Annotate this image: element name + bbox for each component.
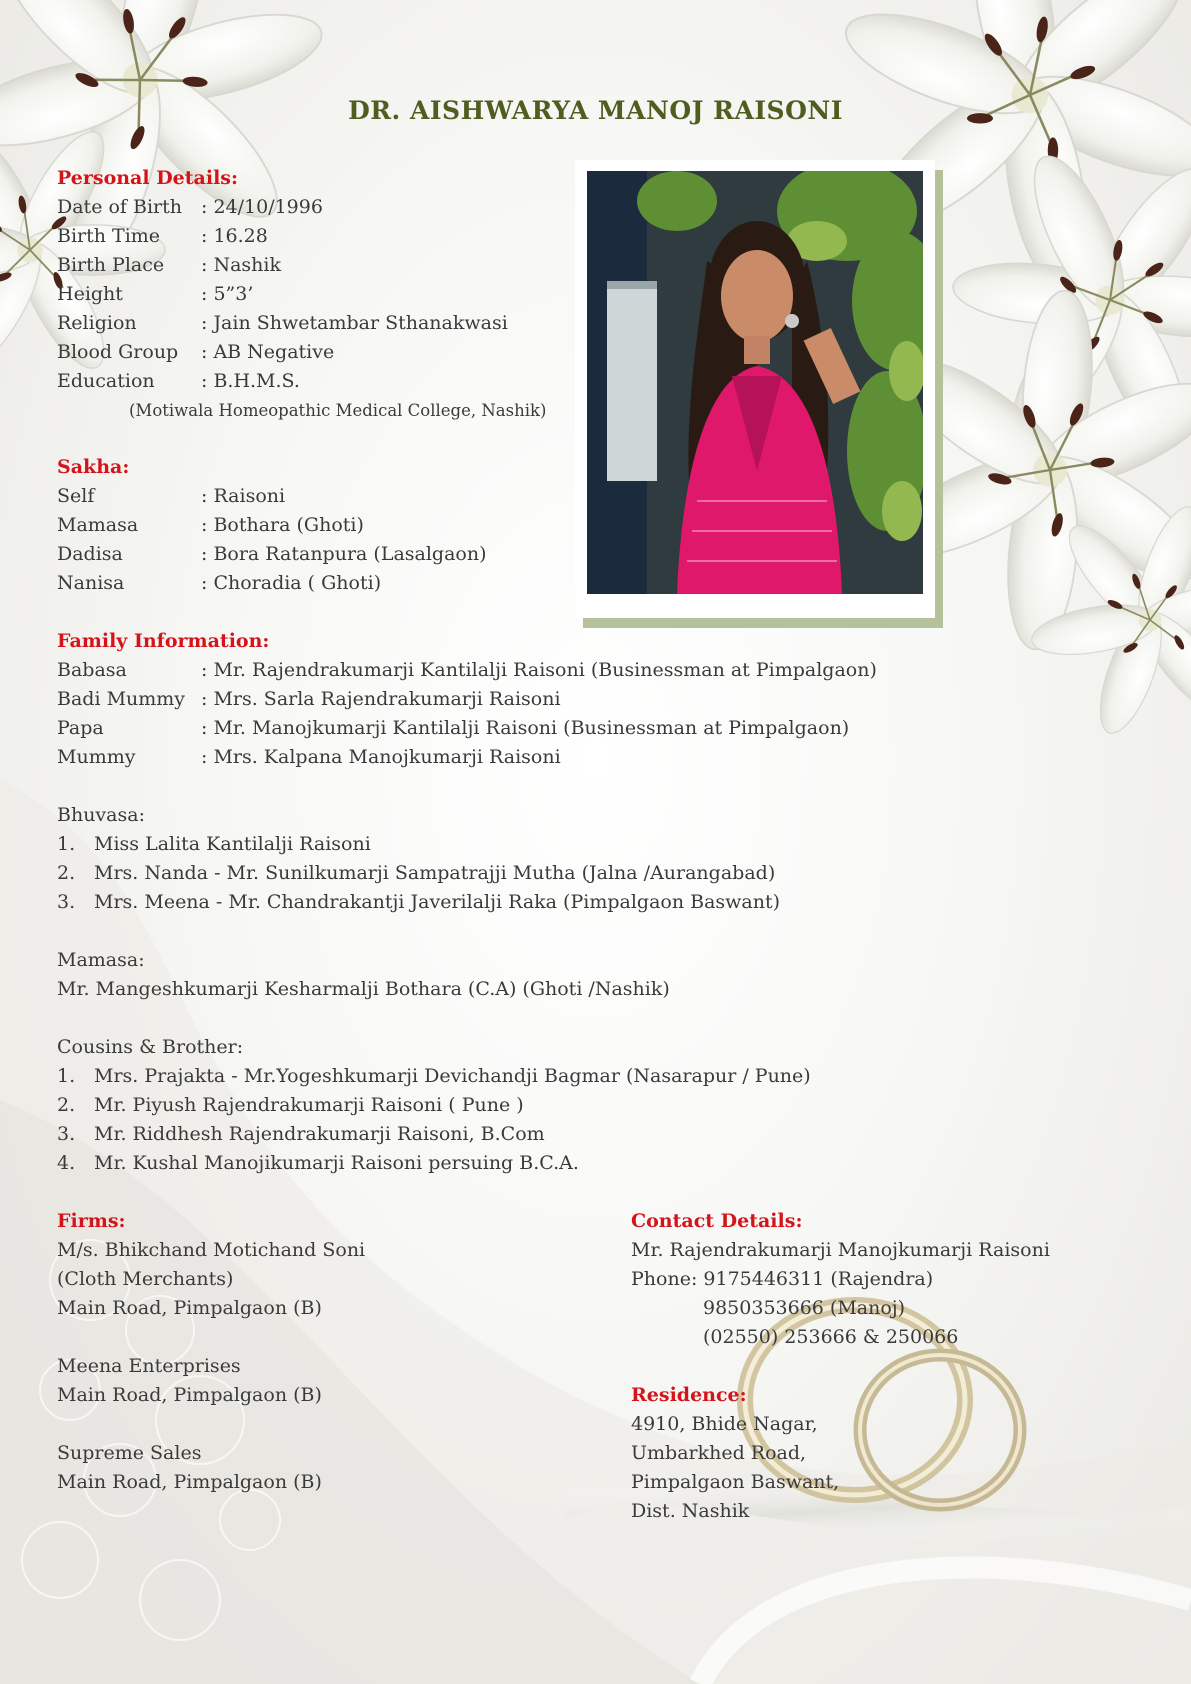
list-number: 1. — [57, 833, 76, 855]
firm-line: Main Road, Pimpalgaon (B) — [57, 1471, 322, 1493]
family-row — [57, 743, 877, 772]
page-title: DR. AISHWARYA MANOJ RAISONI — [348, 96, 843, 125]
list-text: Mr. Riddhesh Rajendrakumarji Raisoni, B.Com — [94, 1123, 545, 1145]
list-item — [57, 1149, 811, 1178]
cousins-heading: Cousins & Brother: — [57, 1036, 244, 1058]
phone-number: (02550) 253666 & 250066 — [703, 1326, 959, 1348]
family-information-heading: Family Information: — [57, 630, 270, 652]
firms-section — [57, 1207, 365, 1497]
personal-details-heading: Personal Details: — [57, 167, 239, 189]
detail-label: Blood Group — [57, 341, 179, 363]
contact-details-heading: Contact Details: — [631, 1210, 803, 1232]
sakha-section — [57, 453, 487, 598]
contact-details-section — [631, 1207, 1050, 1352]
list-number: 2. — [57, 1094, 76, 1116]
list-item — [57, 830, 780, 859]
sakha-label: Mamasa — [57, 514, 139, 536]
detail-row — [57, 280, 546, 309]
family-value: : Mrs. Kalpana Manojkumarji Raisoni — [201, 746, 561, 768]
mamasa-section — [57, 946, 670, 1004]
list-text: Miss Lalita Kantilalji Raisoni — [94, 833, 371, 855]
sakha-label: Self — [57, 485, 95, 507]
firm-line — [57, 1410, 365, 1439]
family-value: : Mr. Manojkumarji Kantilalji Raisoni (Businessman at Pimpalgaon) — [201, 717, 850, 739]
detail-label: Religion — [57, 312, 137, 334]
list-text: Mrs. Nanda - Mr. Sunilkumarji Sampatrajji Mutha (Jalna /Aurangabad) — [94, 862, 776, 884]
family-value: : Mr. Rajendrakumarji Kantilalji Raisoni (Businessman at Pimpalgaon) — [201, 659, 877, 681]
firm-line — [57, 1323, 365, 1352]
detail-row — [57, 367, 546, 396]
firms-heading: Firms: — [57, 1210, 126, 1232]
sakha-label: Dadisa — [57, 543, 123, 565]
detail-row — [57, 251, 546, 280]
sakha-row — [57, 540, 487, 569]
sakha-value: : Raisoni — [201, 485, 286, 507]
profile-photo-frame — [575, 160, 935, 618]
address-line: Umbarkhed Road, — [631, 1442, 807, 1464]
mamasa-heading: Mamasa: — [57, 949, 145, 971]
bhuvasa-heading: Bhuvasa: — [57, 804, 145, 826]
list-text: Mr. Piyush Rajendrakumarji Raisoni ( Pune ) — [94, 1094, 524, 1116]
address-line: 4910, Bhide Nagar, — [631, 1413, 818, 1435]
list-item — [57, 888, 780, 917]
detail-value: : Nashik — [201, 254, 281, 276]
mamasa-text: Mr. Mangeshkumarji Kesharmalji Bothara (C.A) (Ghoti /Nashik) — [57, 978, 670, 1000]
detail-label: Birth Time — [57, 225, 161, 247]
sakha-value: : Bothara (Ghoti) — [201, 514, 364, 536]
sakha-row — [57, 569, 487, 598]
detail-value: : 24/10/1996 — [201, 196, 323, 218]
detail-label: Date of Birth — [57, 196, 182, 218]
family-row — [57, 714, 877, 743]
firm-line: M/s. Bhikchand Motichand Soni — [57, 1239, 366, 1261]
detail-value: : 16.28 — [201, 225, 268, 247]
firm-line: Main Road, Pimpalgaon (B) — [57, 1297, 322, 1319]
phone-number: 9850353666 (Manoj) — [703, 1297, 906, 1319]
phone-number: 9175446311 (Rajendra) — [703, 1268, 934, 1290]
list-item — [57, 1120, 811, 1149]
list-text: Mr. Kushal Manojikumarji Raisoni persuing B.C.A. — [94, 1152, 579, 1174]
residence-section — [631, 1381, 839, 1526]
education-note: (Motiwala Homeopathic Medical College, Nashik) — [129, 401, 547, 420]
firm-line: Supreme Sales — [57, 1442, 202, 1464]
address-line: Pimpalgaon Baswant, — [631, 1471, 840, 1493]
family-row — [57, 685, 877, 714]
list-number: 2. — [57, 862, 76, 884]
residence-heading: Residence: — [631, 1384, 747, 1406]
list-text: Mrs. Prajakta - Mr.Yogeshkumarji Devichandji Bagmar (Nasarapur / Pune) — [94, 1065, 811, 1087]
list-text: Mrs. Meena - Mr. Chandrakantji Javerilalji Raka (Pimpalgaon Baswant) — [94, 891, 781, 913]
family-label: Babasa — [57, 659, 127, 681]
phone-label: Phone: — [631, 1268, 698, 1290]
family-information-section — [57, 627, 877, 772]
detail-row — [57, 309, 546, 338]
detail-row — [57, 193, 546, 222]
profile-photo — [587, 171, 923, 594]
sakha-value: : Bora Ratanpura (Lasalgaon) — [201, 543, 487, 565]
contact-name: Mr. Rajendrakumarji Manojkumarji Raisoni — [631, 1239, 1050, 1261]
sakha-label: Nanisa — [57, 572, 125, 594]
detail-label: Birth Place — [57, 254, 165, 276]
detail-label: Height — [57, 283, 123, 305]
list-number: 4. — [57, 1152, 76, 1174]
family-label: Papa — [57, 717, 104, 739]
bhuvasa-section — [57, 801, 780, 917]
firm-line: Meena Enterprises — [57, 1355, 241, 1377]
list-number: 1. — [57, 1065, 76, 1087]
sakha-row — [57, 482, 487, 511]
list-item — [57, 859, 780, 888]
list-item — [57, 1091, 811, 1120]
personal-details-section — [57, 164, 546, 425]
detail-row — [57, 222, 546, 251]
detail-value: : AB Negative — [201, 341, 335, 363]
detail-value: : Jain Shwetambar Sthanakwasi — [201, 312, 508, 334]
sakha-row — [57, 511, 487, 540]
family-label: Badi Mummy — [57, 688, 186, 710]
list-number: 3. — [57, 1123, 76, 1145]
firm-line: Main Road, Pimpalgaon (B) — [57, 1384, 322, 1406]
address-line: Dist. Nashik — [631, 1500, 750, 1522]
sakha-value: : Choradia ( Ghoti) — [201, 572, 382, 594]
cousins-section — [57, 1033, 811, 1178]
firm-line: (Cloth Merchants) — [57, 1268, 234, 1290]
list-number: 3. — [57, 891, 76, 913]
sakha-heading: Sakha: — [57, 456, 130, 478]
detail-value: : B.H.M.S. — [201, 370, 300, 392]
list-item — [57, 1062, 811, 1091]
family-value: : Mrs. Sarla Rajendrakumarji Raisoni — [201, 688, 561, 710]
detail-value: : 5”3’ — [201, 283, 254, 305]
detail-label: Education — [57, 370, 155, 392]
detail-row — [57, 338, 546, 367]
family-label: Mummy — [57, 746, 136, 768]
phone-row — [631, 1265, 1050, 1294]
family-row — [57, 656, 877, 685]
